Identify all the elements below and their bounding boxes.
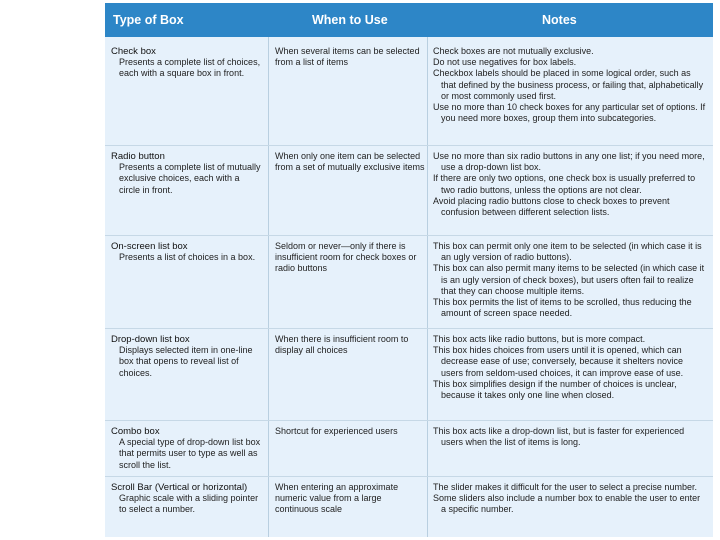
note-item: Use no more than 10 check boxes for any particular set of options. If you need more boxes, group them into subcategories. [433,102,706,124]
box-type-description: Presents a complete list of choices, each with a square box in front. [119,57,261,79]
header-when: When to Use [312,13,388,27]
table-header [105,3,713,37]
box-type-description: A special type of drop-down list box that permits user to type as well as scroll the list. [119,437,261,470]
note-item: This box acts like a drop-down list, but is faster for experienced users when the list of items is long. [433,426,685,448]
when-cell: When there is insufficient room to display all choices [275,334,409,356]
type-cell [111,151,263,196]
note-item: This box can also permit many items to be selected (in which case it is an ugly version of check boxes), but users often fail to realize that they can choose multiple items. [433,263,705,296]
box-type-name: Scroll Bar (Vertical or horizontal) [111,482,248,493]
box-type-name: Combo box [111,426,160,437]
box-type-description: Presents a list of choices in a box. [119,252,256,263]
note-item: This box can permit only one item to be selected (in which case it is an ugly version of radio buttons). [433,241,702,263]
note-item: Some sliders also include a number box to enable the user to enter a specific number. [433,493,701,515]
when-cell: When entering an approximate numeric value from a large continuous scale [275,482,399,515]
note-item: Checkbox labels should be placed in some logical order, such as that defined by the business process, or failing that, alphabetically or most commonly used first. [433,68,704,101]
notes-cell [433,482,707,516]
box-type-description: Presents a complete list of mutually exclusive choices, each with a circle in front. [119,162,261,195]
note-item: This box hides choices from users until it is opened, which can decrease ease of use; conversely, because it shelters novice users from seldom-used choices, it can improve ease of use. [433,345,684,378]
note-item: If there are only two options, one check box is usually preferred to two radio buttons, unless the options are not clear. [433,173,696,195]
table-row [105,420,713,477]
box-type-name: On-screen list box [111,241,188,252]
header-notes: Notes [542,13,577,27]
table-row [105,235,713,329]
notes-cell [433,241,707,319]
notes-cell [433,46,707,124]
type-cell [111,241,263,263]
note-item: This box permits the list of items to be scrolled, thus reducing the amount of screen space needed. [433,297,692,319]
notes-cell [433,426,707,448]
note-item: Do not use negatives for box labels. [433,57,577,68]
when-cell: When only one item can be selected from a set of mutually exclusive items [275,151,425,173]
box-type-name: Drop-down list box [111,334,190,345]
box-type-description: Graphic scale with a sliding pointer to select a number. [119,493,259,515]
note-item: The slider makes it difficult for the user to select a precise number. [433,482,697,492]
box-type-name: Check box [111,46,156,57]
when-cell: Seldom or never—only if there is insufficient room for check boxes or radio buttons [275,241,417,274]
table-row [105,328,713,421]
box-type-description: Displays selected item in one-line box that opens to reveal list of choices. [119,345,253,378]
note-item: Use no more than six radio buttons in any one list; if you need more, use a drop-down list box. [433,151,705,173]
when-cell: Shortcut for experienced users [275,426,398,436]
type-cell [111,482,263,516]
when-cell: When several items can be selected from a list of items [275,46,420,68]
note-item: Avoid placing radio buttons close to check boxes to prevent confusion between different selection lists. [433,195,670,218]
notes-cell [433,334,707,401]
table-row [105,41,713,145]
box-type-name: Radio button [111,151,165,162]
note-item: Check boxes are not mutually exclusive. [433,46,594,56]
note-item: This box acts like radio buttons, but is more compact. [433,334,646,344]
type-cell [111,46,263,80]
type-cell [111,334,263,379]
notes-cell [433,151,707,218]
selection-box-table [105,3,713,537]
table-row [105,476,713,537]
header-type: Type of Box [113,13,184,27]
note-item: This box simplifies design if the number of choices is unclear, because it takes only one line when closed. [433,378,677,401]
table-row [105,145,713,236]
type-cell [111,426,263,471]
